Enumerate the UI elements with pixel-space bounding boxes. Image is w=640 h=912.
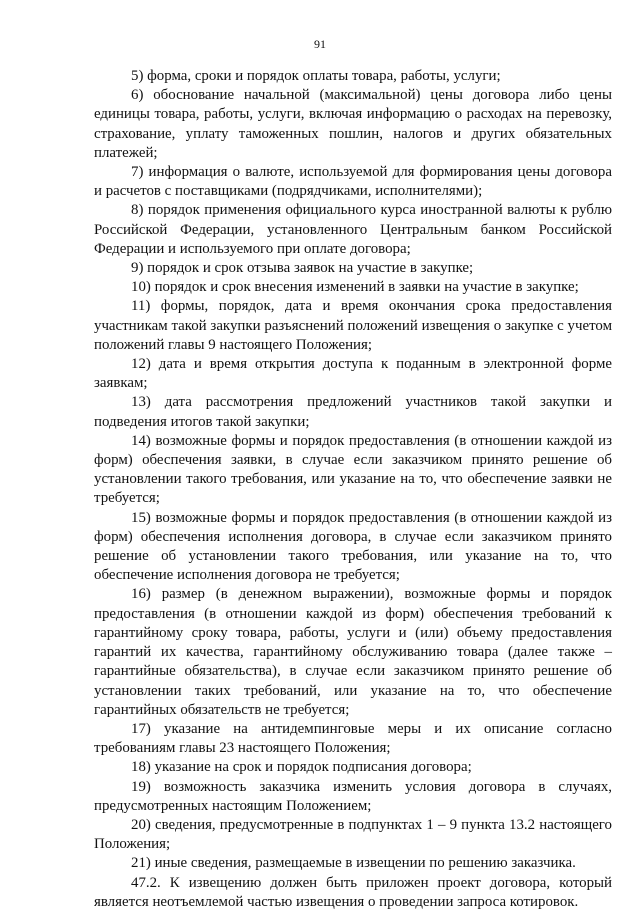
clause-47-2: 47.2. К извещению должен быть приложен проект договора, который является неотъемлемой частью извещения о проведении запроса котировок. — [94, 874, 612, 910]
list-item-18: 18) указание на срок и порядок подписания договора; — [131, 759, 472, 776]
list-item-10: 10) порядок и срок внесения изменений в заявки на участие в закупке; — [131, 279, 579, 296]
list-item-13: 13) дата рассмотрения предложений участников такой закупки и подведения итогов такой закупки; — [94, 394, 612, 430]
list-item-9: 9) порядок и срок отзыва заявок на участие в закупке; — [131, 260, 474, 277]
list-item-5: 5) форма, сроки и порядок оплаты товара, работы, услуги; — [131, 68, 501, 84]
list-item-20: 20) сведения, предусмотренные в подпунктах 1 – 9 пункта 13.2 настоящего Положения; — [94, 816, 612, 853]
list-item-8: 8) порядок применения официального курса иностранной валюты к рублю Российской Федерации, установленного Центральным банком Российской Федерации и используемого при оплате договора; — [94, 202, 612, 257]
list-item-15: 15) возможные формы и порядок предоставления (в отношении каждой из форм) обеспечения исполнения договора, в случае если заказчиком принято решение об установлении такого требования, или указание на то, что обеспечение исполнения договора не требуется; — [94, 509, 612, 584]
list-item-16: 16) размер (в денежном выражении), возможные формы и порядок предоставления (в отношении каждой из форм) обеспечения требований к гарантийному сроку товара, работы, услуги и (или) объему предоставления гарантий их качества, гарантийному обслуживанию товара (далее также – гарантийные обязательства), в случае если заказчиком принято решение об установлении таких требований, или указание на то, что обеспечение гарантийных обязательств не требуется; — [94, 586, 612, 718]
list-item-19: 19) возможность заказчика изменить условия договора в случаях, предусмотренных настоящим Положением; — [94, 778, 612, 814]
page-number: 91 — [314, 37, 326, 51]
list-item-12: 12) дата и время открытия доступа к поданным в электронной форме заявкам; — [94, 356, 612, 392]
list-item-11: 11) формы, порядок, дата и время окончания срока предоставления участникам такой закупки разъяснений положений извещения о закупке с учетом положений главы 9 настоящего Положения; — [94, 298, 612, 353]
document-body — [94, 67, 612, 912]
list-item-21: 21) иные сведения, размещаемые в извещении по решению заказчика. — [131, 855, 576, 872]
list-item-17: 17) указание на антидемпинговые меры и их описание согласно требованиям главы 23 настоящего Положения; — [94, 720, 612, 757]
list-item-7: 7) информация о валюте, используемой для формирования цены договора и расчетов с поставщиками (подрядчиками, исполнителями); — [94, 164, 612, 200]
list-item-14: 14) возможные формы и порядок предоставления (в отношении каждой из форм) обеспечения заявки, в случае если заказчиком принято решение об установлении такого требования, или указание на то, что обеспечение заявки не требуется; — [94, 432, 612, 507]
list-item-6: 6) обоснование начальной (максимальной) цены договора либо цены единицы товара, работы, услуги, включая информацию о расходах на перевозку, страхование, уплату таможенных пошлин, налогов и других обязательных платежей; — [94, 87, 612, 161]
